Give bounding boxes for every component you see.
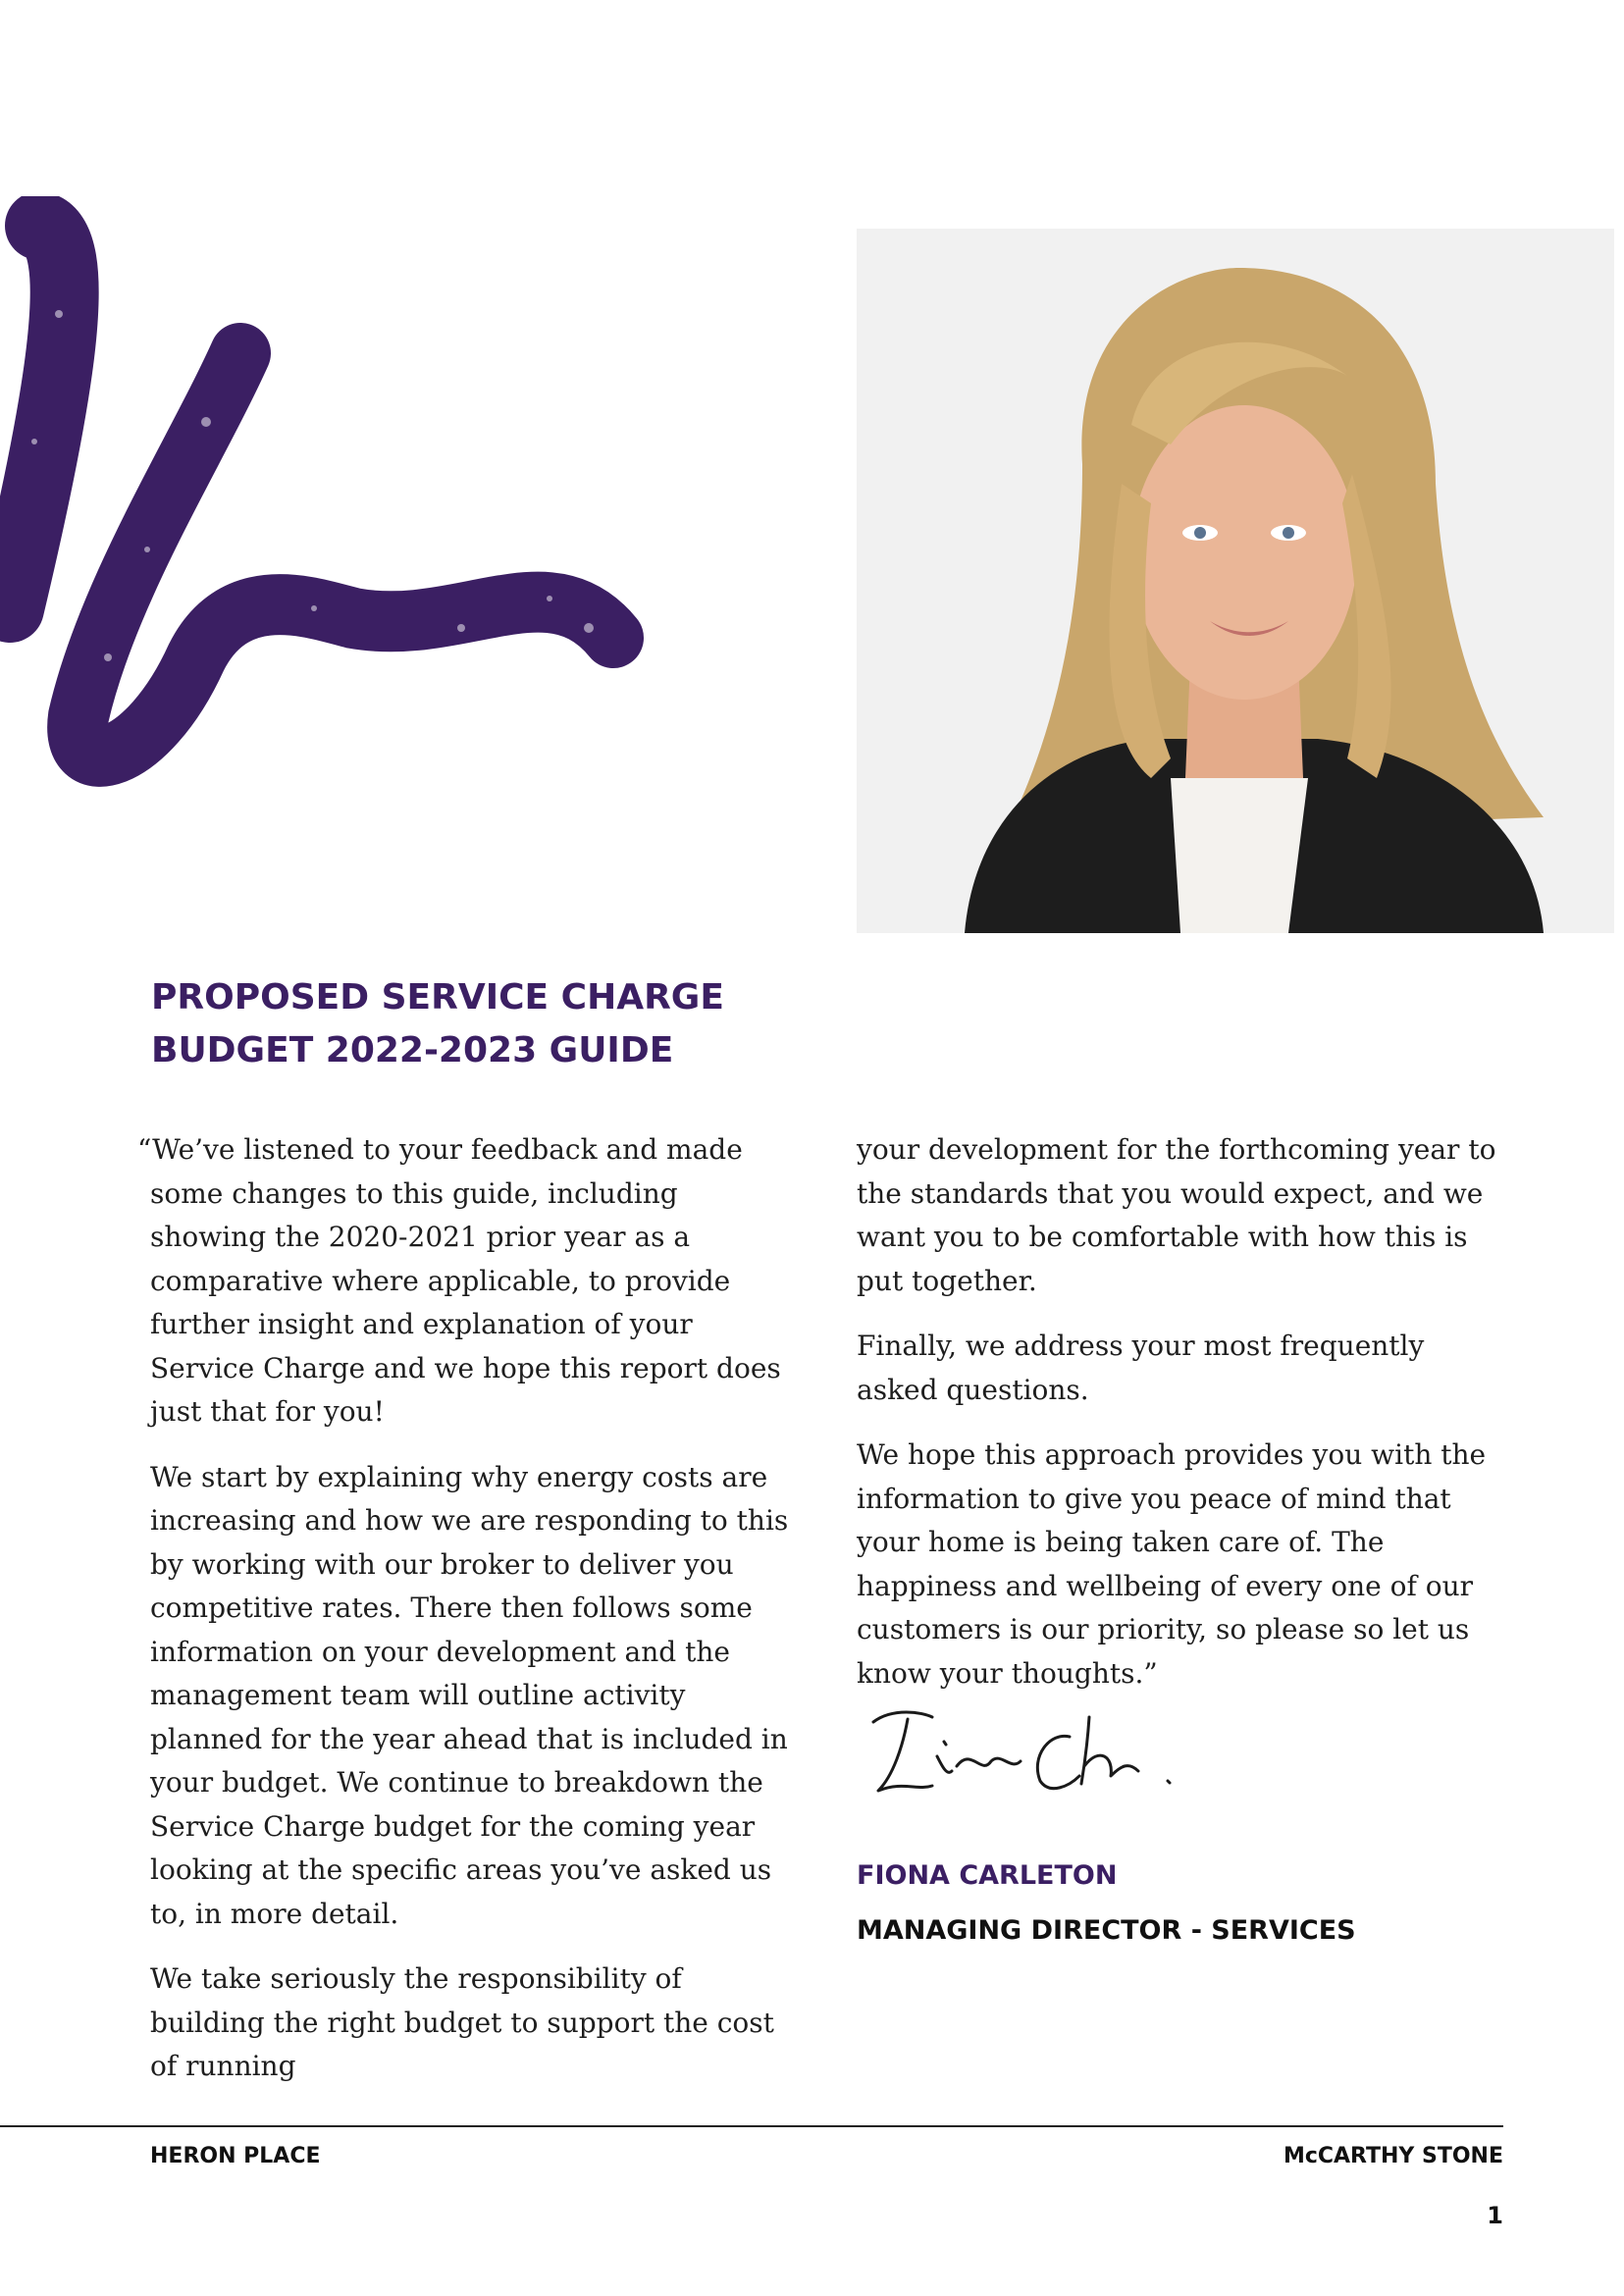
paragraph: We hope this approach provides you with the information to give you peace of mind that your home is being taken care of. The happiness and wellbeing of every one of our customers is our priority, so please so let us know your thoughts.” xyxy=(857,1438,1487,1690)
body-column-left xyxy=(137,1128,793,2111)
page-title xyxy=(151,971,838,1077)
body-column-right xyxy=(857,1128,1504,1717)
paragraph: We start by explaining why energy costs are increasing and how we are responding to this by working with our broker to deliver you competitive rates. There then follows some information on your development and the management team will outline activity planned for the year ahead that is included in your budget. We continue to breakdown the Service Charge budget for the coming year looking at the specific areas you’ve asked us to, in more detail. xyxy=(150,1460,789,1930)
paragraph: Finally, we address your most frequently asked questions. xyxy=(857,1330,1425,1406)
paragraph: We take seriously the responsibility of building the right budget to support the cost of running xyxy=(150,1962,774,2082)
brush-script-decoration xyxy=(0,196,667,863)
page-number: 1 xyxy=(1487,2202,1503,2229)
title-line-1: PROPOSED SERVICE CHARGE xyxy=(151,977,724,1018)
signatory-role: MANAGING DIRECTOR - SERVICES xyxy=(857,1915,1356,1946)
footer-development-name: HERON PLACE xyxy=(150,2144,321,2168)
paragraph: your development for the forthcoming year to the standards that you would expect, and we want you to be comfortable with how this is put together. xyxy=(857,1133,1496,1297)
footer-divider xyxy=(0,2125,1503,2127)
portrait-photo xyxy=(857,229,1614,933)
signatory-name: FIONA CARLETON xyxy=(857,1860,1118,1891)
paragraph: “We’ve listened to your feedback and made some changes to this guide, including showing the 2020-2021 prior year as a comparative where applicable, to provide further insight and explanation of your Service Charge and we hope this report does just that for you! xyxy=(137,1133,781,1428)
title-line-2: BUDGET 2022-2023 GUIDE xyxy=(151,1030,674,1070)
footer-company-name: McCARTHY STONE xyxy=(1283,2144,1503,2168)
signature xyxy=(864,1697,1217,1815)
